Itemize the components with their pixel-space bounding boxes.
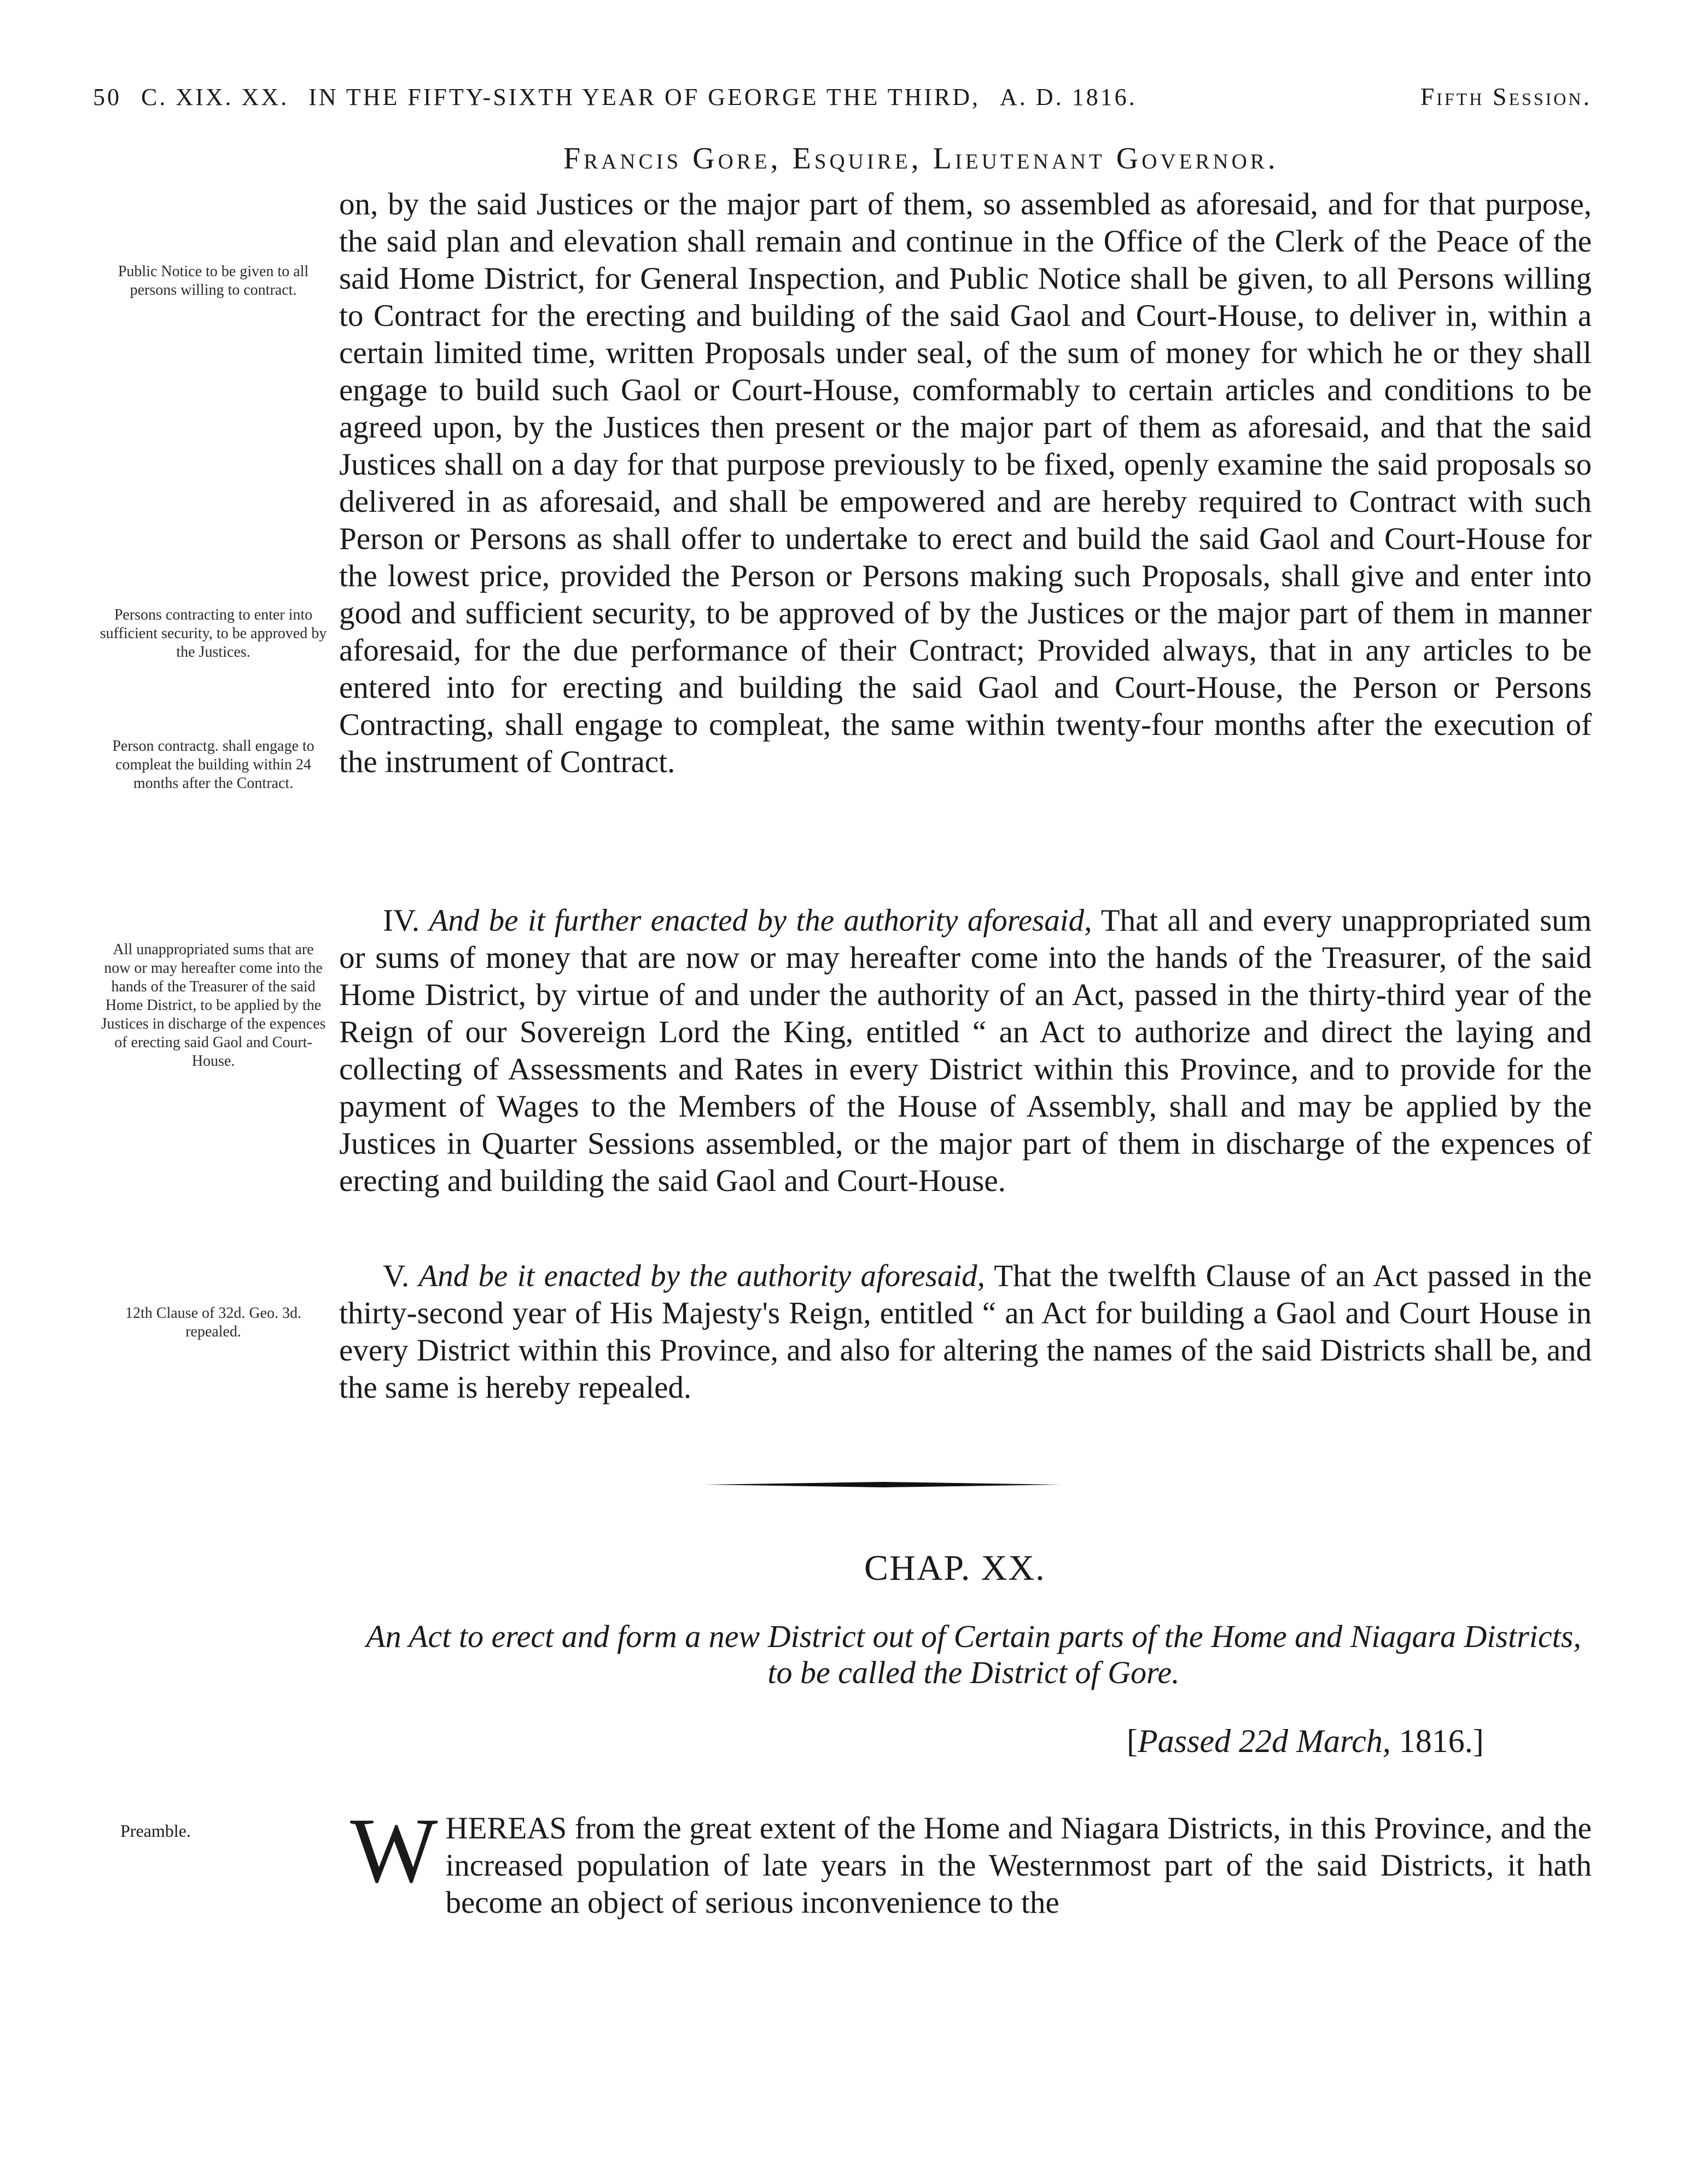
section-iv-text: That all and every unappropriated sum or sums of money that are now or may hereafter come into the hands of the Treasurer, of the said Home District, by virtue of and under the authority of an Act, passed in the thirty-third year of the Reign of our Sovereign Lord the King, entitled “ an Act to authorize and direct the laying and collecting of Assessments and Rates in every District within this Province, and to provide for the payment of Wages to the Members of the House of Assembly, shall and may be applied by the Justices in Quarter Sessions assembled, or the major part of them in discharge of the expences of erecting and building the said Gaol and Court-House. xyxy=(339,903,1592,1198)
section-iv xyxy=(339,902,1592,1200)
page-number: 50 xyxy=(93,84,121,110)
margin-note-unappropriated-sums: All unappropriated sums that are now or may hereafter come into the hands of the Treasurer of the said Home District, to be applied by the Justices in discharge of the expences of erecting said Gaol and Court-House. xyxy=(101,941,326,1070)
margin-note-persons-contracting: Persons contracting to enter into sufficient security, to be approved by the Justices. xyxy=(100,606,327,661)
section-divider-rule xyxy=(706,1482,1061,1487)
whereas-paragraph xyxy=(350,1799,1592,1922)
session-label: Fifth Session. xyxy=(1420,83,1592,110)
passed-bracket: [ xyxy=(1127,1723,1138,1759)
act-title: An Act to erect and form a new District out of Certain parts of the Home and Niagara Districts, to be called the District of Gore. xyxy=(366,1619,1581,1690)
section-v-text: That the twelfth Clause of an Act passed in the thirty-second year of His Majesty's Reign, entitled “ an Act for building a Gaol and Court House in every District within this Province, and also for altering the names of the said Districts shall be, and the same is hereby repealed. xyxy=(339,1259,1592,1405)
margin-note-public-notice: Public Notice to be given to all persons willing to contract. xyxy=(118,263,309,299)
governor-line: Francis Gore, Esquire, Lieutenant Governor. xyxy=(563,142,1279,176)
margin-note-clause-repealed: 12th Clause of 32d. Geo. 3d. repealed. xyxy=(125,1305,301,1340)
whereas-text: HEREAS from the great extent of the Home and Niagara Districts, in this Province, and the increased population of late years in the Westernmost part of the said Districts, it hath become an object of serious inconvenience to the xyxy=(445,1811,1592,1920)
margin-note-complete-building: Person contractg. shall engage to compleat the building within 24 months after the Contract. xyxy=(112,738,315,792)
section-v xyxy=(339,1258,1592,1406)
section-v-enacting: And be it enacted by the authority aforesaid, xyxy=(418,1259,985,1293)
margin-note-preamble: Preamble. xyxy=(120,1821,191,1841)
anno-domini: A. D. 1816. xyxy=(1000,84,1137,110)
drop-cap: W xyxy=(350,1799,438,1902)
passed-label: Passed 22d March, xyxy=(1137,1723,1391,1759)
continuation-paragraph xyxy=(339,186,1592,781)
chapter-title: CHAP. XX. xyxy=(864,1548,1046,1588)
section-iv-number: IV. xyxy=(383,903,420,938)
chapter-range: C. XIX. XX. xyxy=(141,84,289,110)
section-v-number: V. xyxy=(383,1259,410,1293)
passed-date xyxy=(1127,1722,1484,1760)
running-head xyxy=(93,82,1592,111)
continuation-text: on, by the said Justices or the major part of them, so assembled as aforesaid, and for that purpose, the said plan and elevation shall remain and continue in the Office of the Clerk of the Peace of the said Home District, for General Inspection, and Public Notice shall be given, to all Persons willing to Contract for the erecting and building of the said Gaol and Court-House, to deliver in, within a certain limited time, written Proposals under seal, of the sum of money for which he or they shall engage to build such Gaol or Court-House, comformably to certain articles and conditions to be agreed upon, by the Justices then present or the major part of them as aforesaid, and that the said Justices shall on a day for that purpose previously to be fixed, openly examine the said proposals so delivered in as aforesaid, and shall be empowered and are hereby required to Contract with such Person or Persons as shall offer to undertake to erect and build the said Gaol and Court-House for the lowest price, provided the Person or Persons making such Proposals, shall give and enter into good and sufficient security, to be approved of by the Justices or the major part of them in manner aforesaid, for the due performance of their Contract; Provided always, that in any articles to be entered into for erecting and building the said Gaol and Court-House, the Person or Persons Contracting, shall engage to compleat, the same within twenty-four months after the execution of the instrument of Contract. xyxy=(339,187,1592,779)
regnal-year: IN THE FIFTY-SIXTH YEAR OF GEORGE THE THIRD, xyxy=(308,84,981,110)
section-iv-enacting: And be it further enacted by the authority aforesaid, xyxy=(429,903,1092,938)
passed-year: 1816.] xyxy=(1399,1723,1484,1759)
